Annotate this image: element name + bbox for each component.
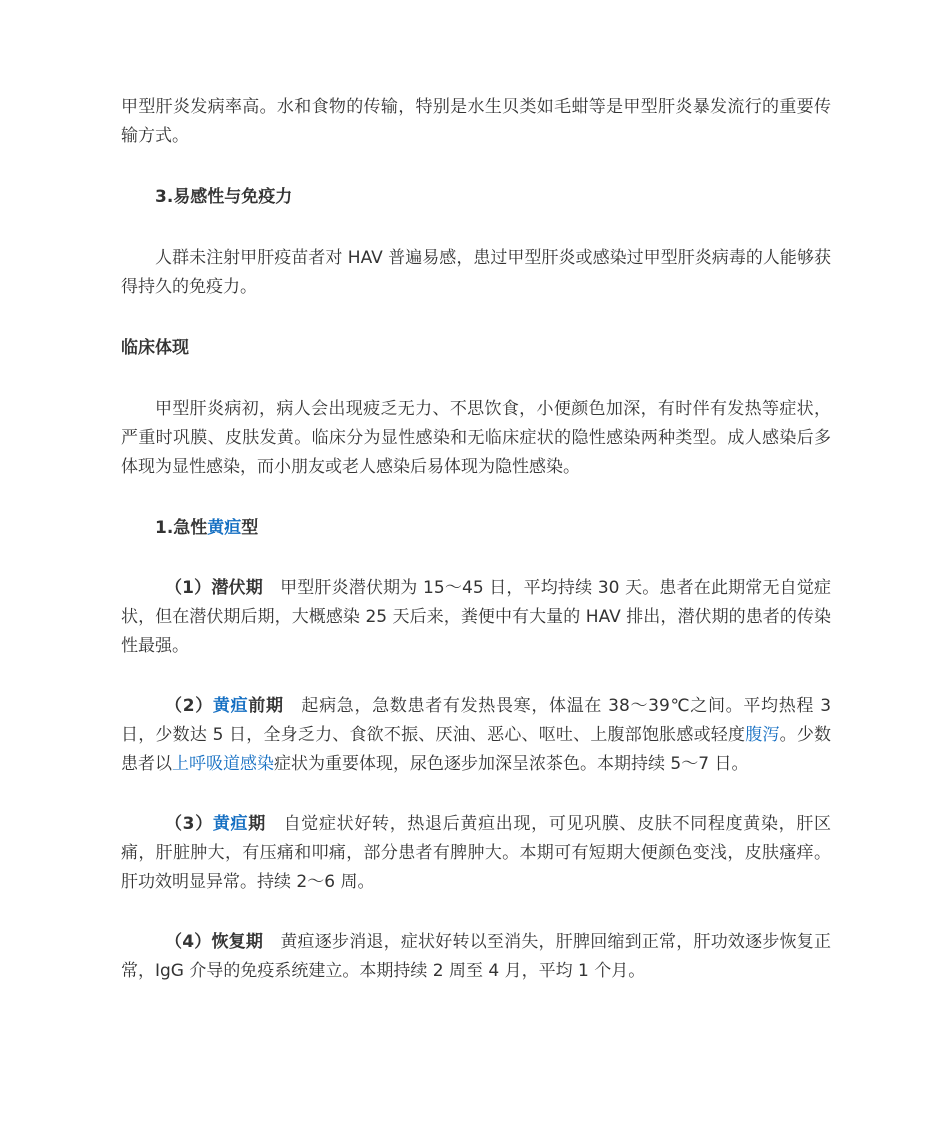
stage-text-pre-icteric-a: 起病急，急数患者有发热畏寒，体温在 38～39℃之间。平均热程 3 日，少数达 5 日，全身乏力、食欲不振、厌油、恶心、呕吐、上腹部饱胀感或轻度 [121,696,832,745]
stage-label-incubation: （1）潜伏期 [165,578,263,598]
stage-label-icteric-prefix: （3） [165,814,213,834]
jaundice-link[interactable]: 黄疸 [207,518,242,538]
jaundice-link[interactable]: 黄疸 [212,696,249,716]
heading-acute-jaundice [121,514,831,543]
jaundice-link[interactable]: 黄疸 [212,814,249,834]
paragraph-transmission: 甲型肝炎发病率高。水和食物的传输，特别是水生贝类如毛蚶等是甲型肝炎暴发流行的重要传输方式。 [121,97,831,146]
heading-clinical: 临床体现 [121,338,189,358]
stage-text-pre-icteric-c: 症状为重要体现，尿色逐步加深呈浓茶色。本期持续 5～7 日。 [274,754,749,774]
paragraph-susceptibility: 人群未注射甲肝疫苗者对 HAV 普遍易感，患过甲型肝炎或感染过甲型肝炎病毒的人能够获得持久的免疫力。 [121,248,831,297]
stage-text-recovery: 黄疸逐步消退，症状好转以至消失，肝脾回缩到正常，肝功效逐步恢复正常，IgG 介导的免疫系统建立。本期持续 2 周至 4 月，平均 1 个月。 [121,932,831,981]
document-page [121,93,831,986]
paragraph-clinical: 甲型肝炎病初，病人会出现疲乏无力、不思饮食，小便颜色加深，有时伴有发热等症状，严重时巩膜、皮肤发黄。临床分为显性感染和无临床症状的隐性感染两种类型。成人感染后多体现为显性感染，而小朋友或老人感染后易体现为隐性感染。 [121,399,831,477]
paragraph-recovery [121,928,831,986]
heading-suffix: 型 [241,518,259,538]
stage-label-pre-icteric-suffix: 前期 [248,696,284,716]
paragraph-icteric [121,810,831,897]
stage-label-recovery: （4）恢复期 [165,932,264,952]
stage-text-incubation: 甲型肝炎潜伏期为 15～45 日，平均持续 30 天。患者在此期常无自觉症状，但在潜伏期后期，大概感染 25 天后来，粪便中有大量的 HAV 排出，潜伏期的患者的传染性最强。 [121,578,831,656]
diarrhea-link[interactable]: 腹泻 [745,725,780,745]
upper-respiratory-infection-link[interactable]: 上呼吸道感染 [172,754,274,774]
stage-label-icteric-suffix: 期 [248,814,266,834]
stage-text-pre-icteric-b: 。少数患者以 [121,725,832,774]
stage-label-pre-icteric-prefix: （2） [165,696,213,716]
paragraph-incubation [121,574,831,661]
stage-text-icteric: 自觉症状好转，热退后黄疸出现，可见巩膜、皮肤不同程度黄染，肝区痛，肝脏肿大，有压痛和叩痛，部分患者有脾肿大。本期可有短期大便颜色变浅，皮肤瘙痒。肝功效明显异常。持续 2～6 周。 [121,814,832,892]
heading-susceptibility: 3.易感性与免疫力 [155,187,293,207]
paragraph-pre-icteric [121,692,831,779]
heading-prefix: 1.急性 [155,518,208,538]
